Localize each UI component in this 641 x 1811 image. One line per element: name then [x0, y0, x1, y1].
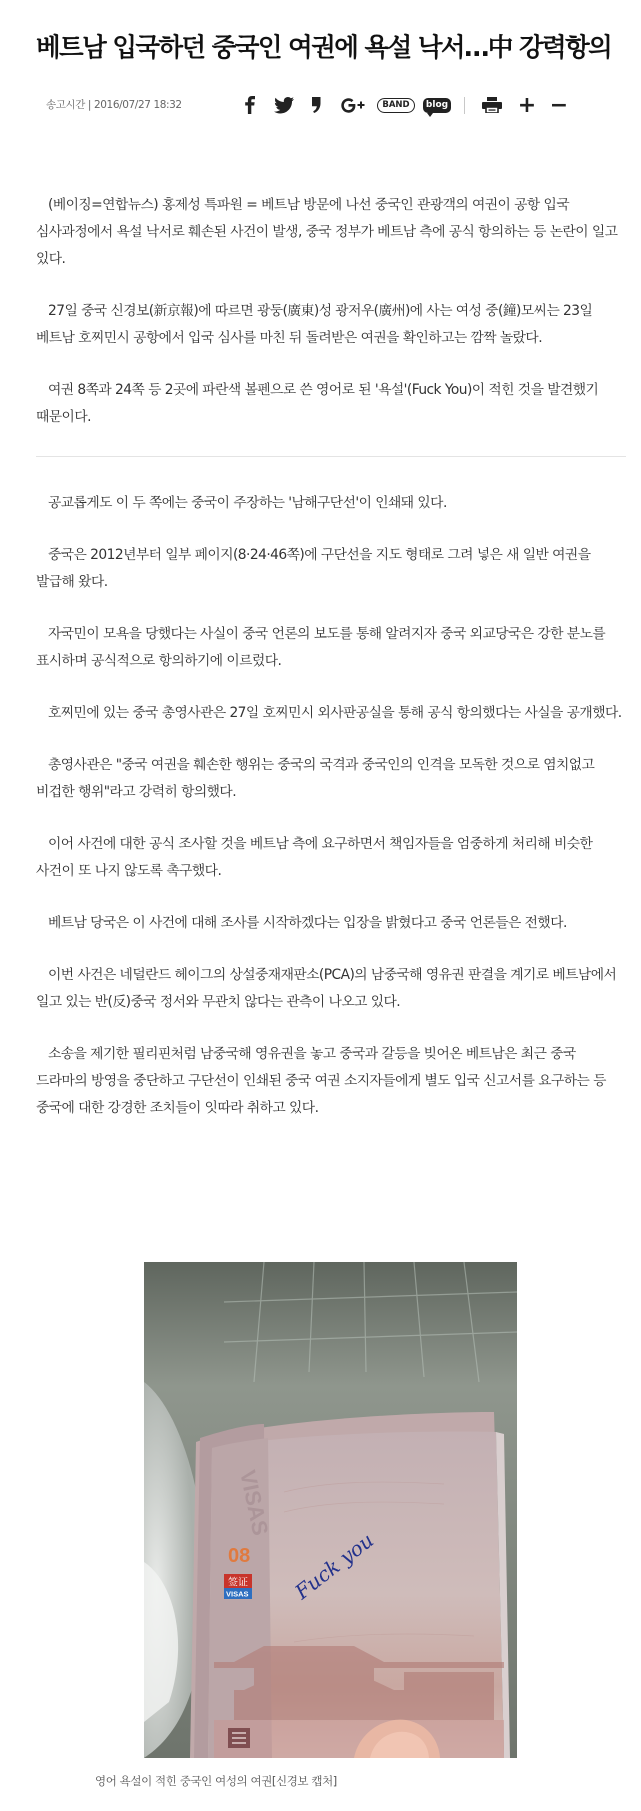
photo-caption: 영어 욕설이 적힌 중국인 여성의 여권[신경보 캡처]	[95, 1774, 337, 1788]
facebook-icon	[244, 96, 256, 114]
band-share-button[interactable]	[376, 90, 416, 120]
article-paragraph: 총영사관은 "중국 여권을 훼손한 행위는 중국의 국격과 중국인의 인격을 모독한 것으로 염치없고 비겁한 행위"라고 강력히 항의했다.	[36, 757, 595, 800]
twitter-share-button[interactable]	[270, 90, 298, 120]
font-size-down-button[interactable]	[546, 90, 572, 120]
article-body	[36, 192, 626, 1147]
font-size-up-icon: +	[517, 92, 537, 118]
print-button[interactable]	[478, 90, 506, 120]
kakao-story-share-button[interactable]	[306, 90, 326, 120]
facebook-share-button[interactable]	[238, 90, 262, 120]
article-meta-bar	[36, 90, 626, 120]
twitter-icon	[274, 97, 294, 114]
blog-icon: blog	[423, 98, 451, 113]
article-paragraph: 중국은 2012년부터 일부 페이지(8·24·46쪽)에 구단선을 지도 형태로 그려 넣은 새 일반 여권을 발급해 왔다.	[36, 547, 591, 590]
visa-english-label: VISAS	[226, 1589, 249, 1599]
font-size-down-icon: −	[549, 92, 569, 118]
passport-photo-illustration	[144, 1262, 517, 1758]
article-paragraph: 이어 사건에 대한 공식 조사할 것을 베트남 측에 요구하면서 책임자들을 엄중하게 처리해 비슷한 사건이 또 나지 않도록 촉구했다.	[36, 836, 593, 879]
visa-chinese-label: 签证	[228, 1577, 248, 1589]
spine-visas-text: VISAS	[235, 1467, 274, 1538]
article-paragraph: 호찌민에 있는 중국 총영사관은 27일 호찌민시 외사판공실을 통해 공식 항의했다는 사실을 공개했다.	[48, 705, 622, 721]
article-paragraph: (베이징=연합뉴스) 홍제성 특파원 = 베트남 방문에 나선 중국인 관광객의 여권이 공항 입국 심사과정에서 욕설 낙서로 훼손된 사건이 발생, 중국 정부가 베트남 측에 공식 항의하는 등 논란이 일고 있다.	[36, 197, 618, 267]
article-paragraph: 소송을 제기한 필리핀처럼 남중국해 영유권을 놓고 중국과 갈등을 빚어온 베트남은 최근 중국 드라마의 방영을 중단하고 구단선이 인쇄된 중국 여권 소지자들에게 별도 입국 신고서를 요구하는 등 중국에 대한 강경한 조치들이 잇따라 취하고 있다.	[36, 1046, 606, 1116]
article-paragraph: 여권 8쪽과 24쪽 등 2곳에 파란색 볼펜으로 쓴 영어로 된 '욕설'(Fuck You)이 적힌 것을 발견했기 때문이다.	[36, 382, 599, 425]
print-icon	[482, 97, 502, 113]
kakao-story-icon	[311, 96, 322, 114]
article-paragraph: 베트남 당국은 이 사건에 대해 조사를 시작하겠다는 입장을 밝혔다고 중국 언론들은 전했다.	[48, 915, 567, 931]
article-headline: 베트남 입국하던 중국인 여권에 욕설 낙서…中 강력항의	[36, 33, 612, 63]
article-paragraph: 자국민이 모욕을 당했다는 사실이 중국 언론의 보도를 통해 알려지자 중국 외교당국은 강한 분노를 표시하며 공식적으로 항의하기에 이르렀다.	[36, 626, 606, 669]
article-paragraph: 공교롭게도 이 두 쪽에는 중국이 주장하는 '남해구단선'이 인쇄돼 있다.	[48, 495, 447, 511]
section-divider	[36, 456, 626, 457]
google-plus-share-button[interactable]	[338, 90, 368, 120]
toolbar-divider	[464, 97, 465, 114]
google-plus-icon	[341, 97, 365, 114]
page-number: 08	[228, 1545, 251, 1567]
font-size-up-button[interactable]	[514, 90, 540, 120]
band-icon: BAND	[377, 98, 414, 113]
passport-photo	[144, 1262, 517, 1758]
article-paragraph: 이번 사건은 네덜란드 헤이그의 상설중재재판소(PCA)의 남중국해 영유권 판결을 계기로 베트남에서 일고 있는 반(反)중국 정서와 무관치 않다는 관측이 나오고 있다.	[36, 967, 617, 1010]
article-paragraph: 27일 중국 신경보(新京報)에 따르면 광둥(廣東)성 광저우(廣州)에 사는 여성 중(鐘)모씨는 23일 베트남 호찌민시 공항에서 입국 심사를 마친 뒤 돌려받은 여권을 확인하고는 깜짝 놀랐다.	[36, 303, 593, 346]
blog-share-button[interactable]	[422, 90, 452, 120]
send-time: 송고시간 | 2016/07/27 18:32	[46, 99, 182, 111]
handwritten-text: Fuck you	[290, 1527, 379, 1604]
